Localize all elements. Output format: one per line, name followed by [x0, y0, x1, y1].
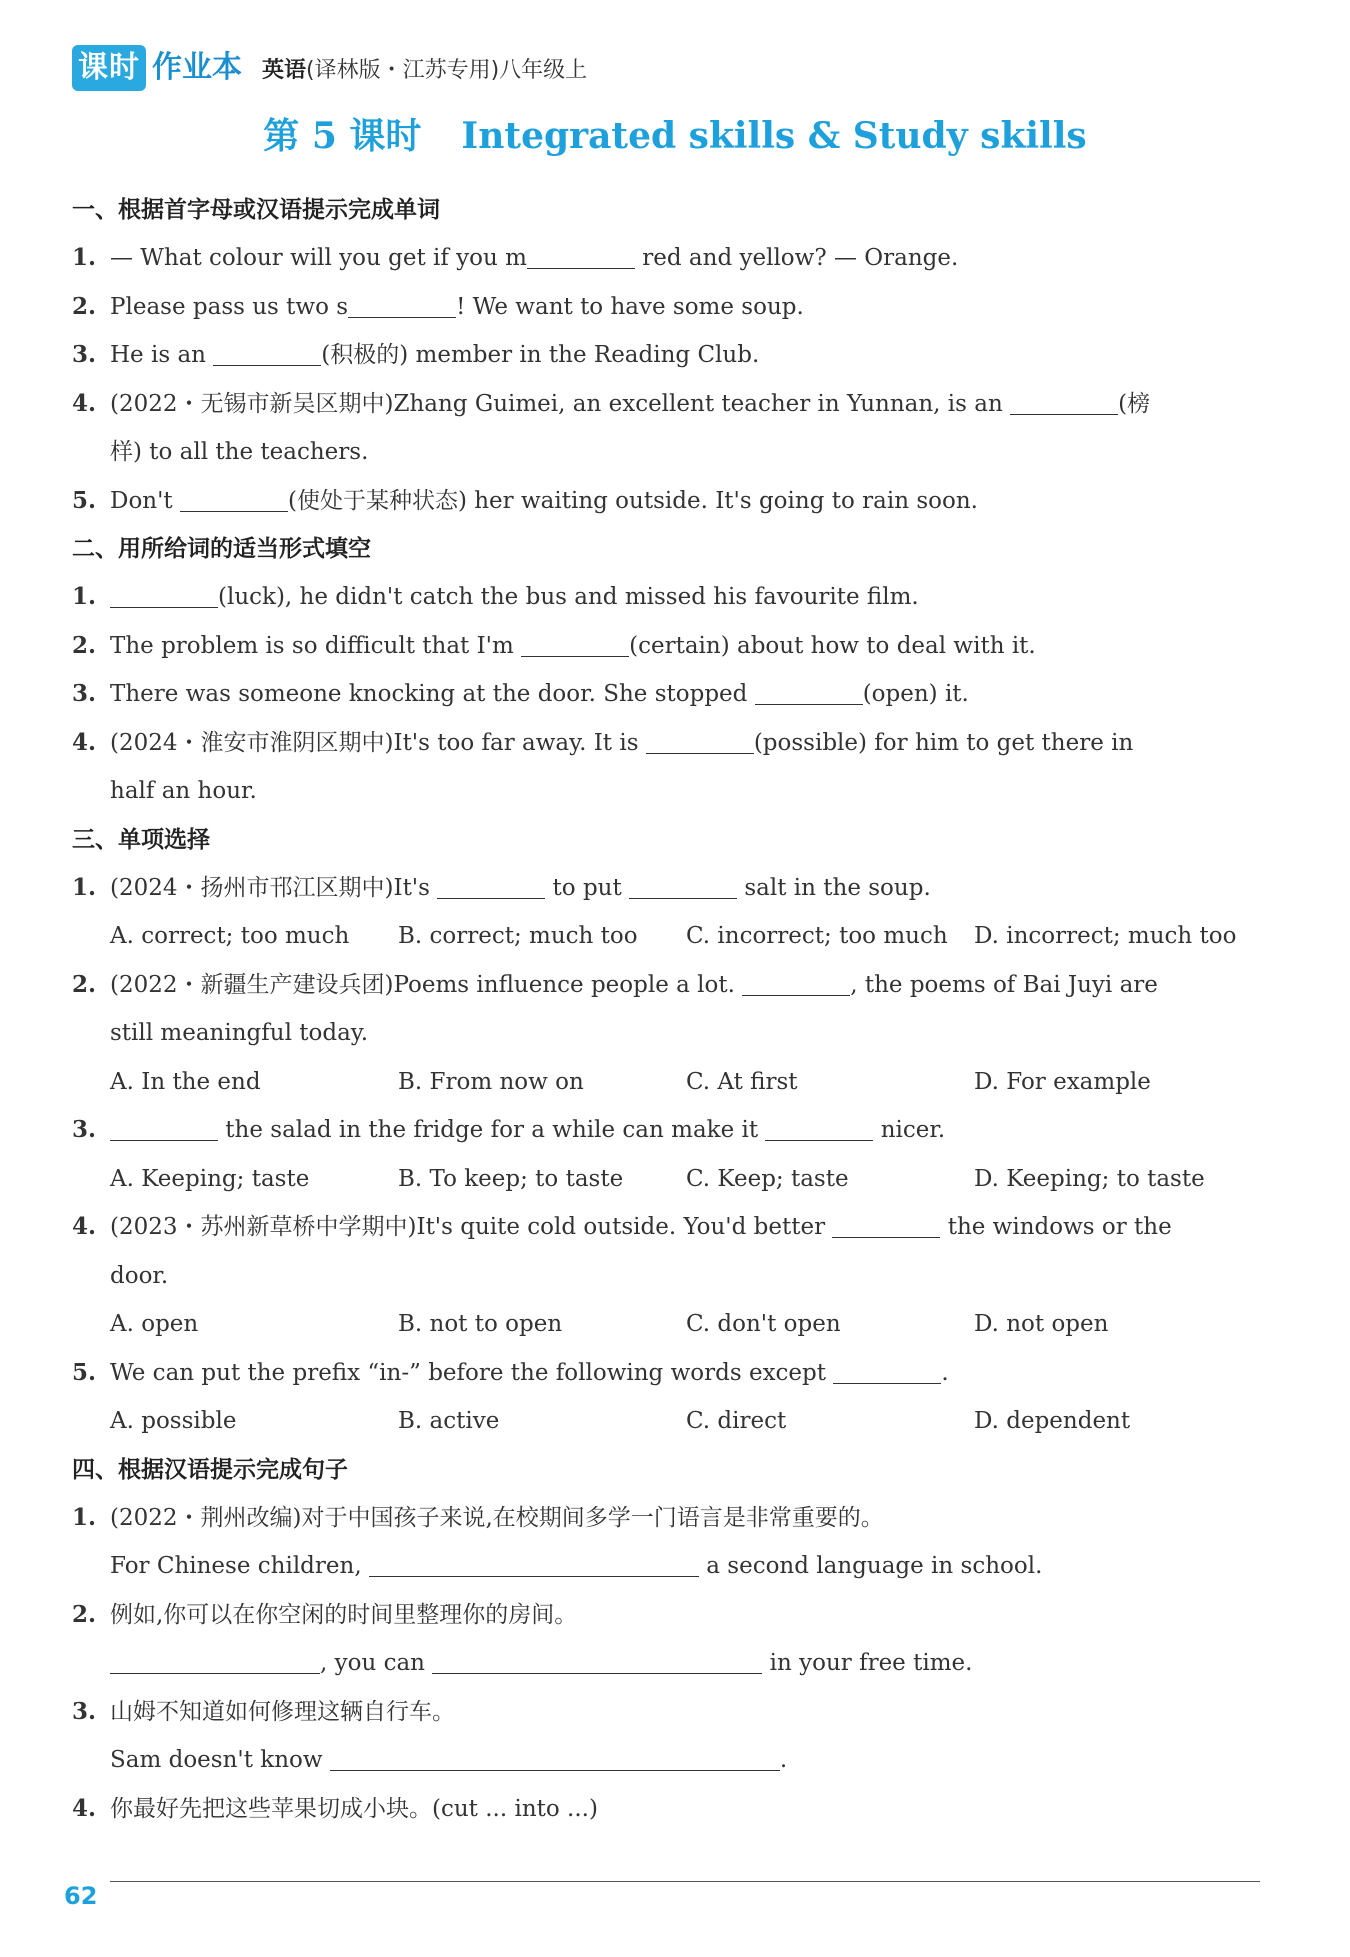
question-text: (榜 — [1118, 390, 1151, 417]
answer-options — [72, 1300, 1267, 1349]
answer-blank[interactable] — [755, 680, 863, 705]
option-b[interactable]: B. To keep; to taste — [398, 1165, 624, 1192]
question-number: 1. — [72, 244, 97, 271]
option-d[interactable]: D. dependent — [974, 1408, 1131, 1434]
question-number: 1. — [72, 1503, 97, 1531]
option-c[interactable]: C. incorrect; too much — [686, 923, 948, 949]
option-c[interactable]: C. don't open — [686, 1311, 841, 1337]
question-number: 3. — [72, 1697, 97, 1725]
question-text: the salad in the fridge for a while can make it — [218, 1117, 766, 1143]
answer-blank[interactable] — [110, 1649, 320, 1674]
question-answer-line — [72, 1736, 1267, 1785]
question — [72, 380, 1267, 429]
option-a[interactable]: A. open — [110, 1311, 199, 1337]
question-text: He is an — [110, 342, 214, 368]
question-text: We can put the prefix “in-” before the following words except — [110, 1359, 834, 1386]
question-number: 3. — [72, 1116, 97, 1143]
question-text: (2022・新疆生产建设兵团)Poems influence people a lot. — [110, 971, 743, 998]
logo-text: 作业本 — [152, 50, 242, 85]
question-text: to put — [545, 874, 630, 901]
question-text: , you can — [320, 1650, 433, 1676]
question-text: (certain) about how to deal with it. — [629, 632, 1036, 659]
question-text: nicer. — [873, 1117, 946, 1143]
answer-blank[interactable] — [1010, 390, 1118, 415]
option-d[interactable]: D. For example — [974, 1068, 1151, 1095]
option-b[interactable]: B. From now on — [398, 1068, 584, 1095]
question — [72, 1106, 1267, 1155]
answer-blank[interactable] — [765, 1116, 873, 1141]
section-2-heading: 二、用所给词的适当形式填空 — [72, 536, 371, 562]
question — [72, 1349, 1267, 1398]
question-text: (2022・无锡市新吴区期中)Zhang Guimei, an excellent teacher in Yunnan, is an — [110, 390, 1011, 417]
question — [72, 1688, 1267, 1737]
question-text: still meaningful today. — [110, 1020, 369, 1046]
question-text: salt in the soup. — [737, 874, 931, 901]
option-c[interactable]: C. At first — [686, 1068, 798, 1095]
question-number: 5. — [72, 1358, 97, 1386]
question-number: 1. — [72, 583, 97, 610]
question — [72, 622, 1267, 671]
question-number: 1. — [72, 873, 97, 901]
answer-blank[interactable] — [432, 1649, 762, 1674]
subject: 英语 — [262, 57, 307, 83]
question-text: Please pass us two s — [110, 293, 349, 320]
question-number: 2. — [72, 631, 97, 659]
question-text: (open) it. — [862, 681, 969, 707]
section-3-heading: 三、单项选择 — [72, 826, 210, 853]
question-answer-line — [72, 1639, 1267, 1688]
answer-blank[interactable] — [646, 729, 754, 754]
question-text: 样) to all the teachers. — [110, 439, 369, 465]
question-text: There was someone knocking at the door. She stopped — [110, 681, 755, 707]
question-text: (possible) for him to get there in — [753, 729, 1134, 756]
header — [72, 42, 587, 94]
question-text: (使处于某种状态) her waiting outside. It's going to rain soon. — [287, 487, 978, 514]
answer-line[interactable] — [110, 1833, 1260, 1882]
question — [72, 573, 1267, 622]
option-d[interactable]: D. incorrect; much too — [974, 923, 1237, 949]
answer-blank[interactable] — [629, 874, 737, 899]
exercise-content — [72, 186, 1267, 1882]
question-answer-line — [72, 1542, 1267, 1591]
answer-blank[interactable] — [369, 1552, 699, 1577]
option-a[interactable]: A. Keeping; taste — [110, 1165, 310, 1192]
question-text: (2022・荆州改编)对于中国孩子来说,在校期间多学一门语言是非常重要的。 — [110, 1504, 884, 1531]
question-number: 4. — [72, 1794, 97, 1822]
option-b[interactable]: B. correct; much too — [398, 923, 638, 949]
question-text: The problem is so difficult that I'm — [110, 632, 522, 659]
option-d[interactable]: D. not open — [974, 1311, 1109, 1337]
option-c[interactable]: C. Keep; taste — [686, 1165, 849, 1192]
question-number: 2. — [72, 292, 97, 320]
book-info — [262, 53, 587, 84]
question-continued — [72, 1252, 1267, 1301]
option-d[interactable]: D. Keeping; to taste — [974, 1165, 1205, 1192]
answer-blank[interactable] — [330, 1746, 780, 1771]
question-text: red and yellow? — Orange. — [634, 245, 959, 271]
question-number: 4. — [72, 728, 97, 756]
option-a[interactable]: A. correct; too much — [110, 923, 350, 949]
answer-blank[interactable] — [213, 341, 321, 366]
question-text: (luck), he didn't catch the bus and missed his favourite film. — [218, 584, 919, 610]
question-text: For Chinese children, — [110, 1553, 369, 1579]
question-text: (2024・淮安市淮阴区期中)It's too far away. It is — [110, 729, 646, 756]
page-title — [0, 108, 1350, 159]
question-text: (2023・苏州新草桥中学期中)It's quite cold outside. You'd better — [110, 1214, 833, 1240]
answer-options — [72, 1397, 1267, 1446]
lesson-number: 第 5 课时 — [263, 115, 422, 157]
answer-blank[interactable] — [521, 632, 629, 657]
question-continued — [72, 1009, 1267, 1058]
logo-mark: 课时 — [72, 45, 146, 91]
answer-blank[interactable] — [348, 293, 456, 318]
question — [72, 719, 1267, 768]
question — [72, 864, 1267, 913]
option-a[interactable]: A. In the end — [110, 1068, 261, 1095]
question-text: ! We want to have some soup. — [456, 293, 804, 320]
option-c[interactable]: C. direct — [686, 1408, 787, 1434]
question-continued — [72, 428, 1267, 477]
question — [72, 1785, 1267, 1834]
answer-blank[interactable] — [437, 874, 545, 899]
question-text: a second language in school. — [698, 1553, 1043, 1579]
question-text: door. — [110, 1262, 169, 1289]
section-1-heading: 一、根据首字母或汉语提示完成单词 — [72, 197, 440, 223]
question-number: 4. — [72, 1213, 97, 1240]
question-text: . — [941, 1359, 949, 1386]
question-number: 5. — [72, 486, 97, 514]
question-text: half an hour. — [110, 778, 257, 804]
question — [72, 1494, 1267, 1543]
question — [72, 1591, 1267, 1640]
question-text: in your free time. — [762, 1650, 973, 1676]
page-number: 62 — [64, 1882, 98, 1910]
question — [72, 1203, 1267, 1252]
question-text: , the poems of Bai Juyi are — [850, 971, 1158, 998]
option-b[interactable]: B. not to open — [398, 1311, 563, 1337]
answer-blank[interactable] — [832, 1213, 940, 1238]
answer-blank[interactable] — [110, 1116, 218, 1141]
answer-options — [72, 1155, 1267, 1204]
question-number: 3. — [72, 341, 97, 368]
section-4-heading: 四、根据汉语提示完成句子 — [72, 1456, 348, 1483]
question-continued — [72, 767, 1267, 816]
question — [72, 234, 1267, 283]
question-text: 你最好先把这些苹果切成小块。(cut ... into ...) — [110, 1795, 598, 1822]
answer-options — [72, 1058, 1267, 1107]
question-text: 例如,你可以在你空闲的时间里整理你的房间。 — [110, 1601, 578, 1628]
question — [72, 477, 1267, 526]
logo — [72, 44, 242, 92]
edition: (译林版・江苏专用)八年级上 — [306, 57, 588, 83]
question-number: 3. — [72, 680, 97, 707]
answer-blank[interactable] — [833, 1359, 941, 1384]
option-a[interactable]: A. possible — [110, 1408, 237, 1434]
answer-options — [72, 912, 1267, 961]
question — [72, 961, 1267, 1010]
answer-blank[interactable] — [180, 487, 288, 512]
question-text: Don't — [110, 487, 180, 514]
answer-blank[interactable] — [110, 583, 218, 608]
question-text: 山姆不知道如何修理这辆自行车。 — [110, 1698, 455, 1725]
question — [72, 670, 1267, 719]
answer-blank[interactable] — [742, 971, 850, 996]
question-text: . — [779, 1747, 788, 1773]
option-b[interactable]: B. active — [398, 1408, 500, 1434]
question-text: (积极的) member in the Reading Club. — [321, 342, 760, 368]
question-text: the windows or the — [940, 1214, 1172, 1240]
question-number: 2. — [72, 1600, 97, 1628]
lesson-topic: Integrated skills & Study skills — [461, 115, 1087, 157]
question — [72, 331, 1267, 380]
answer-blank[interactable] — [527, 244, 635, 269]
question-number: 2. — [72, 970, 97, 998]
question-text: (2024・扬州市邗江区期中)It's — [110, 874, 438, 901]
question-text: — What colour will you get if you m — [110, 245, 527, 271]
question-text: Sam doesn't know — [110, 1747, 330, 1773]
question — [72, 283, 1267, 332]
question-number: 4. — [72, 389, 97, 417]
